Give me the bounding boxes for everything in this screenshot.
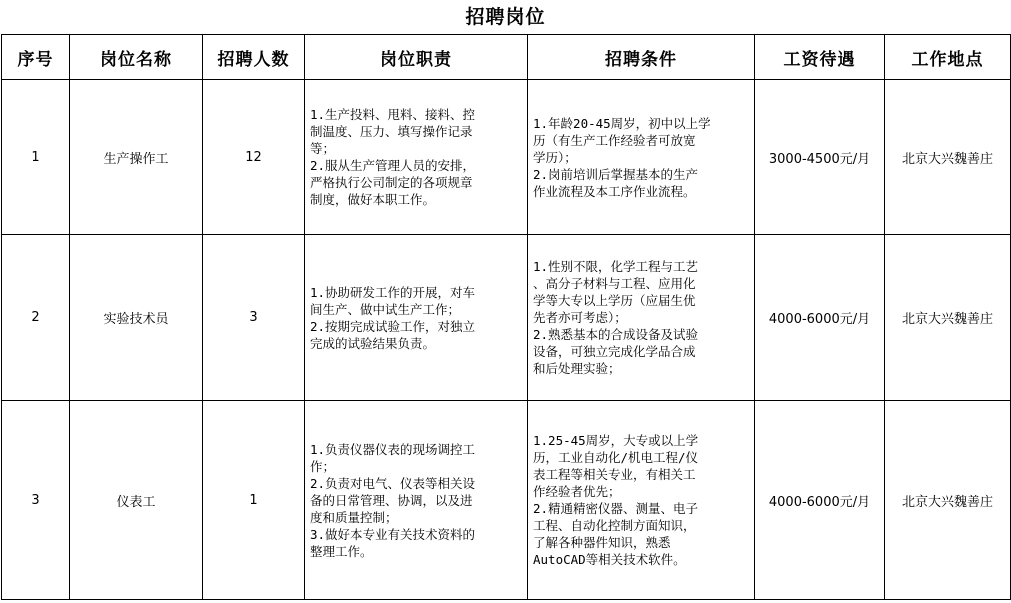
requirement-line: 表工程等相关专业，有相关工 bbox=[533, 467, 696, 482]
cell-requirements bbox=[528, 80, 755, 235]
cell-salary: 4000-6000元/月 bbox=[755, 401, 885, 600]
duty-line: 3.做好本专业有关技术资料的 bbox=[310, 526, 476, 542]
cell-location: 北京大兴魏善庄 bbox=[885, 80, 1011, 235]
cell-location: 北京大兴魏善庄 bbox=[885, 235, 1011, 401]
cell-count: 1 bbox=[203, 401, 305, 600]
requirement-line: 工程、自动化控制方面知识， bbox=[533, 518, 696, 533]
header-salary: 工资待遇 bbox=[755, 35, 885, 80]
cell-location: 北京大兴魏善庄 bbox=[885, 401, 1011, 600]
duty-line: 2.负责对电气、仪表等相关设 bbox=[310, 475, 476, 491]
requirement-line: 历，工业自动化/机电工程/仪 bbox=[533, 450, 699, 465]
requirement-line: 先者亦可考虑）； bbox=[533, 310, 627, 325]
requirement-line: AutoCAD等相关技术软件。 bbox=[533, 552, 686, 567]
duty-line: 度和质量控制； bbox=[310, 509, 398, 525]
header-location: 工作地点 bbox=[885, 35, 1011, 80]
requirement-line: 设备，可独立完成化学品合成 bbox=[533, 344, 696, 359]
header-duties: 岗位职责 bbox=[305, 35, 528, 80]
requirement-line: 、高分子材料与工程、应用化 bbox=[533, 276, 696, 291]
duty-line: 1.生产投料、甩料、接料、控 bbox=[310, 107, 476, 122]
table-row bbox=[2, 401, 1011, 600]
duty-line: 1.协助研发工作的开展，对车 bbox=[310, 284, 476, 300]
cell-position: 仪表工 bbox=[70, 401, 203, 600]
requirement-line: 历（有生产工作经验者可放宽 bbox=[533, 132, 696, 148]
header-position: 岗位名称 bbox=[70, 35, 203, 80]
cell-no: 1 bbox=[2, 80, 70, 235]
duty-line: 2.按期完成试验工作，对独立 bbox=[310, 318, 476, 334]
requirement-line: 学等大专以上学历（应届生优 bbox=[533, 293, 696, 308]
cell-no: 3 bbox=[2, 401, 70, 600]
requirement-line: 2.岗前培训后掌握基本的生产 bbox=[533, 166, 699, 182]
cell-salary: 3000-4500元/月 bbox=[755, 80, 885, 235]
duty-line: 制温度、压力、填写操作记录 bbox=[310, 124, 473, 139]
duty-line: 严格执行公司制定的各项规章 bbox=[310, 175, 473, 190]
cell-position: 生产操作工 bbox=[70, 80, 203, 235]
duty-line: 完成的试验结果负责。 bbox=[310, 335, 436, 351]
cell-requirements bbox=[528, 401, 755, 600]
cell-count: 12 bbox=[203, 80, 305, 235]
duty-line: 等； bbox=[310, 141, 336, 156]
recruitment-table bbox=[1, 34, 1011, 600]
requirement-line: 和后处理实验； bbox=[533, 361, 621, 376]
header-no: 序号 bbox=[2, 35, 70, 80]
cell-requirements bbox=[528, 235, 755, 401]
requirement-line: 了解各种器件知识，熟悉 bbox=[533, 535, 671, 550]
cell-duties bbox=[305, 235, 528, 401]
requirement-line: 作业流程及本工序作业流程。 bbox=[533, 183, 696, 199]
requirement-line: 作经验者优先； bbox=[533, 484, 621, 499]
page-title: 招聘岗位 bbox=[465, 6, 546, 28]
cell-duties bbox=[305, 80, 528, 235]
duty-line: 作； bbox=[310, 458, 336, 474]
header-row bbox=[2, 35, 1011, 80]
cell-position: 实验技术员 bbox=[70, 235, 203, 401]
duty-line: 2.服从生产管理人员的安排， bbox=[310, 158, 476, 173]
requirement-line: 1.25-45周岁，大专或以上学 bbox=[533, 433, 699, 448]
requirement-line: 1.性别不限，化学工程与工艺 bbox=[533, 259, 699, 274]
cell-no: 2 bbox=[2, 235, 70, 401]
duty-line: 1.负责仪器仪表的现场调控工 bbox=[310, 441, 476, 457]
duty-line: 制度，做好本职工作。 bbox=[310, 192, 436, 207]
table-row bbox=[2, 235, 1011, 401]
duty-line: 备的日常管理、协调，以及进 bbox=[310, 492, 473, 508]
requirement-line: 2.精通精密仪器、测量、电子 bbox=[533, 501, 699, 516]
duty-line: 整理工作。 bbox=[310, 543, 373, 559]
header-requirements: 招聘条件 bbox=[528, 35, 755, 80]
cell-salary: 4000-6000元/月 bbox=[755, 235, 885, 401]
requirement-line: 2.熟悉基本的合成设备及试验 bbox=[533, 327, 699, 342]
table-row bbox=[2, 80, 1011, 235]
cell-duties bbox=[305, 401, 528, 600]
cell-count: 3 bbox=[203, 235, 305, 401]
header-count: 招聘人数 bbox=[203, 35, 305, 80]
requirement-line: 学历）； bbox=[533, 149, 577, 165]
duty-line: 间生产、做中试生产工作； bbox=[310, 301, 461, 317]
requirement-line: 1.年龄20-45周岁，初中以上学 bbox=[533, 115, 711, 131]
